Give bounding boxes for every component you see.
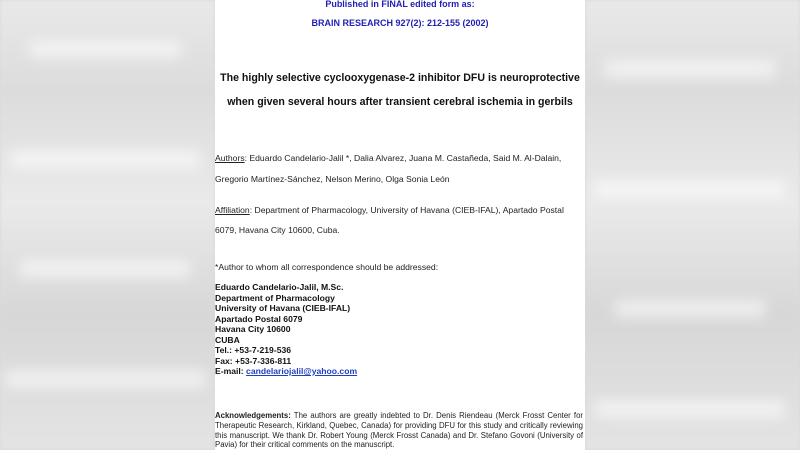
title-line-1: The highly selective cyclooxygenase-2 inhibitor DFU is neuroprotective xyxy=(220,72,580,84)
authors-line-2: Gregorio Martínez-Sánchez, Nelson Merino, Olga Sonia León xyxy=(215,174,450,184)
corr-department: Department of Pharmacology xyxy=(215,292,335,303)
corr-postal: Apartado Postal 6079 xyxy=(215,313,303,324)
published-in-line: Published in FINAL edited form as: xyxy=(325,0,475,9)
authors-line-1 xyxy=(215,153,585,163)
authors-label: Authors xyxy=(215,153,245,163)
acknowledgements-paragraph xyxy=(215,411,583,450)
acknowledgements-text: The authors are greatly indebted to Dr. Denis Riendeau (Merck Frosst Center for Therapeutic Research, Kirkland, Quebec, Canada) for providing DFU for this study and critically reviewing this manuscript. We thank Dr. Robert Young (Merck Frosst Canada) and Dr. Stefano Govoni (University of Pavia) for their critical comments on the manuscript. xyxy=(215,411,583,450)
corr-email-row xyxy=(215,366,585,377)
affiliation-text-1: : Department of Pharmacology, University of Havana (CIEB-IFAL), Apartado Postal xyxy=(249,205,564,215)
corr-fax: Fax: +53-7-336-811 xyxy=(215,355,292,366)
acknowledgements-label: Acknowledgements: xyxy=(215,411,291,420)
authors-text-1: : Eduardo Candelario-Jalil *, Dalia Alvarez, Juana M. Castañeda, Said M. Al-Dalain, xyxy=(244,153,562,163)
correspondence-note: *Author to whom all correspondence should be addressed: xyxy=(215,262,439,272)
blurred-background-right xyxy=(585,0,800,450)
corr-tel: Tel.: +53-7-219-536 xyxy=(215,345,292,355)
corr-country: CUBA xyxy=(215,334,240,345)
document-page xyxy=(215,0,585,450)
affiliation-line-2: 6079, Havana City 10600, Cuba. xyxy=(215,225,340,235)
journal-citation: BRAIN RESEARCH 927(2): 212-155 (2002) xyxy=(311,18,489,28)
affiliation-label: Affiliation xyxy=(215,205,250,215)
affiliation-line-1 xyxy=(215,205,585,215)
corr-university: University of Havana (CIEB-IFAL) xyxy=(215,303,351,313)
title-line-2: when given several hours after transient cerebral ischemia in gerbils xyxy=(227,96,573,108)
blurred-background-left xyxy=(0,0,215,450)
email-link[interactable]: candelariojalil@yahoo.com xyxy=(246,366,358,376)
corr-name: Eduardo Candelario-Jalil, M.Sc. xyxy=(215,282,344,292)
correspondence-address xyxy=(215,282,585,377)
corr-city: Havana City 10600 xyxy=(215,324,291,334)
email-label: E-mail: xyxy=(215,366,247,376)
